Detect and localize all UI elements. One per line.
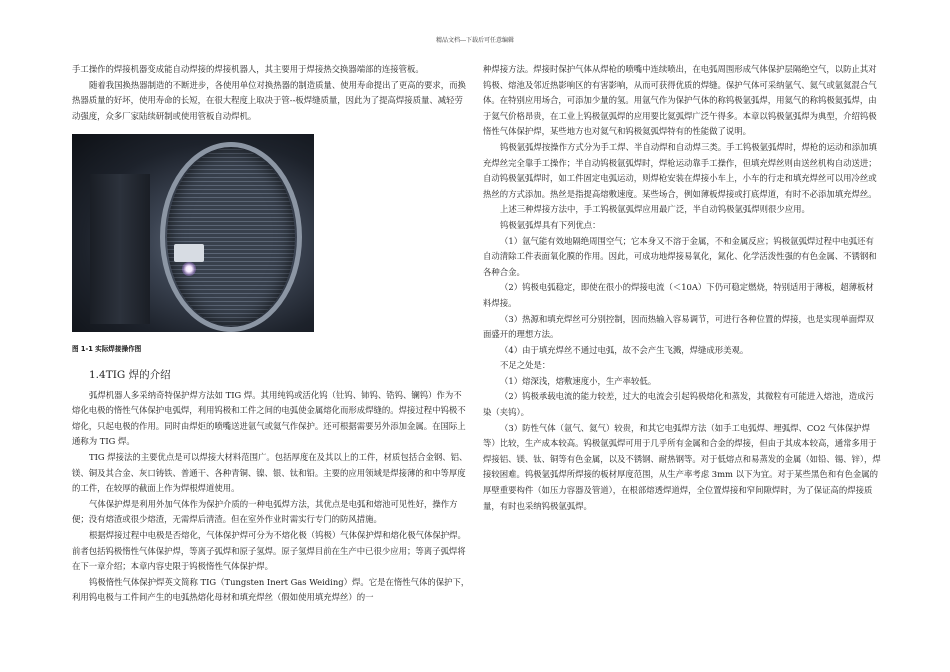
paragraph: 不足之处是： (500, 360, 551, 371)
figure-caption: 图 1-1 实际焊接操作图 (72, 345, 142, 354)
left-column (72, 62, 470, 606)
list-item: （3）防性气体（氩气、氦气）较贵，和其它电弧焊方法（如手工电弧焊、埋弧焊、CO2 气体保护焊等）比较，生产成本较高。钨极氩弧焊可用于几乎所有金属和合金的焊接，但由于其成本较高，通常多用于焊接铝、镁、钛、铜等有色金属，以及不锈钢、耐热钢等。对于低熔点和易蒸发的金属（如铅、锡、锌），焊接较困难。钨极氩弧焊所焊接的板材厚度范围，从生产率考虑 3mm 以下为宜。对于某些黑色和有色金属的厚壁重要构件（如压力容器及管道），在根部熔透焊道焊，全位置焊接和窄间隙焊时，为了保证高的焊接质量，有时也采纳钨极氩弧焊。 (483, 422, 881, 511)
paragraph: 弧焊机器人多采纳奇特保护焊方法如 TIG 焊。其用纯钨或活化钨（钍钨、铈钨、锆钨、镧钨）作为不熔化电极的惰性气体保护电弧焊，利用钨极和工件之间的电弧使金属熔化而形成焊缝的。焊接过程中钨极不熔化，只起电极的作用。同时由焊炬的喷嘴送进氩气或氦气作保护。还可根据需要另外添加金属。在国际上通称为 TIG 焊。 (72, 389, 466, 447)
paragraph: 种焊接方法。焊接时保护气体从焊枪的喷嘴中连续喷出，在电弧周围形成气体保护层隔绝空气，以防止其对钨极、熔池及邻近热影响区的有害影响，从而可获得优质的焊缝。保护气体可采纳氩气、氦气或氩氦混合气体。在特别应用场合，可添加少量的氢。用氩气作为保护气体的称钨极氩弧焊，用氦气的称钨极氦弧焊，由于氦气价格昂贵，在工业上钨极氩弧焊的应用要比氦弧焊广泛午得多。本章以钨极氩弧焊为典型，介绍钨极惰性气体保护焊，某些地方也对氦气和钨极氦弧焊特有的性能做了说明。 (483, 64, 877, 137)
section-title: 1.4TIG 焊的介绍 (89, 368, 171, 381)
paragraph: 根据焊接过程中电极是否熔化，气体保护焊可分为不熔化极（钨极）气体保护焊和熔化极气体保护焊。前者包括钨极惰性气体保护焊，等离子弧焊和原子氢焊。原子氢焊目前在生产中已很少应用；等离子弧焊将在下一章介绍；本章内容史限于钨极惰性气体保护焊。 (72, 529, 466, 572)
paragraph: 手工操作的焊接机器变成能自动焊接的焊接机器人，其主要用于焊接热交换器端部的连接管板。 (72, 64, 424, 74)
list-item: （2）钨极电弧稳定，即使在很小的焊接电流（＜10A）下仍可稳定燃烧，特别适用于薄板，超薄板材料焊接。 (483, 282, 874, 308)
list-item: （1）氩气能有效地隔绝周围空气；它本身又不溶于金属，不和金属反应；钨极氩弧焊过程中电弧还有自动清除工件表面氧化膜的作用。因此，可成功地焊接易氧化，氮化、化学活泼性强的有色金属、不锈钢和各种合金。 (483, 235, 877, 277)
paragraph: 钨极氩弧焊具有下列优点： (500, 219, 601, 230)
list-item: （2）钨极承载电流的能力较差，过大的电流会引起钨极熔化和蒸发，其微粒有可能进入熔池，造成污染（夹钨）。 (483, 391, 874, 418)
photo-stand (90, 174, 150, 324)
paragraph: 随着我国换热器制造的不断进步，各使用单位对换热器的制造质量、使用寿命提出了更高的要求，而换热器质量的好坏，使用寿命的长短，在很大程度上取决于管--板焊缝质量，因此为了提高焊接质量、减轻劳动强度，众多厂家陆续研制或使用管板自动焊机。 (72, 79, 466, 121)
list-item: （3）热源和填充焊丝可分别控制，因而热输入容易调节，可进行各种位置的焊接，也是实现单面焊双面盛开的理想方法。 (483, 313, 874, 340)
tube-sheet-rim (160, 142, 302, 332)
paragraph: 钨极氩弧焊按操作方式分为手工焊、半自动焊和自动焊三类。手工钨极氩弧焊时，焊枪的运动和添加填充焊丝完全靠手工操作；半自动钨极氩弧焊时，焊枪运动靠手工操作，但填充焊丝则由送丝机构自动送进；自动钨极氩弧焊时，如工件固定电弧运动，则焊枪安装在焊接小车上，小车的行走和填充焊丝可以用冷丝或热丝的方式添加。热丝是指提高熔敷速度。某些场合，例如薄板焊接或打底焊道，有时不必添加填充焊丝。 (483, 141, 877, 199)
right-column (483, 62, 881, 514)
paragraph: TIG 焊接法的主要优点是可以焊接大材料范围广。包括厚度在及其以上的工件，材质包括合金钢、铝、镁、铜及其合金、灰口铸铁、普通干、各种青铜、镍、银、钛和铅。主要的应用领域是焊接薄的和中等厚度的工件，在较厚的截面上作为焊根焊道使用。 (72, 451, 468, 494)
welding-photo (72, 134, 314, 332)
welding-torch (174, 244, 204, 262)
paragraph: 气体保护焊是利用外加气体作为保护介质的一种电弧焊方法，其优点是电弧和熔池可见性好，操作方便；没有熔渣或很少熔渣，无需焊后清渣。但在室外作业时需实行专门的防风措施。 (72, 498, 458, 525)
paragraph: 上述三种焊接方法中，手工钨极氩弧焊应用最广泛，半自动钨极氩弧焊则很少应用。 (500, 204, 810, 215)
paragraph: 钨极惰性气体保护焊英文简称 TIG（Tungsten Inert Gas Weiding）焊。它是在惰性气体的保护下，利用钨电极与工件间产生的电弧热熔化母材和填充焊丝（假如使用填充焊丝）的一 (72, 576, 470, 603)
list-item: （4）由于填充焊丝不通过电弧，故不会产生飞溅，焊缝成形美观。 (500, 344, 749, 355)
page-header: 精品文档---下载后可任意编辑 (435, 37, 515, 44)
list-item: （1）熔深浅，熔敷速度小，生产率较低。 (500, 375, 657, 386)
